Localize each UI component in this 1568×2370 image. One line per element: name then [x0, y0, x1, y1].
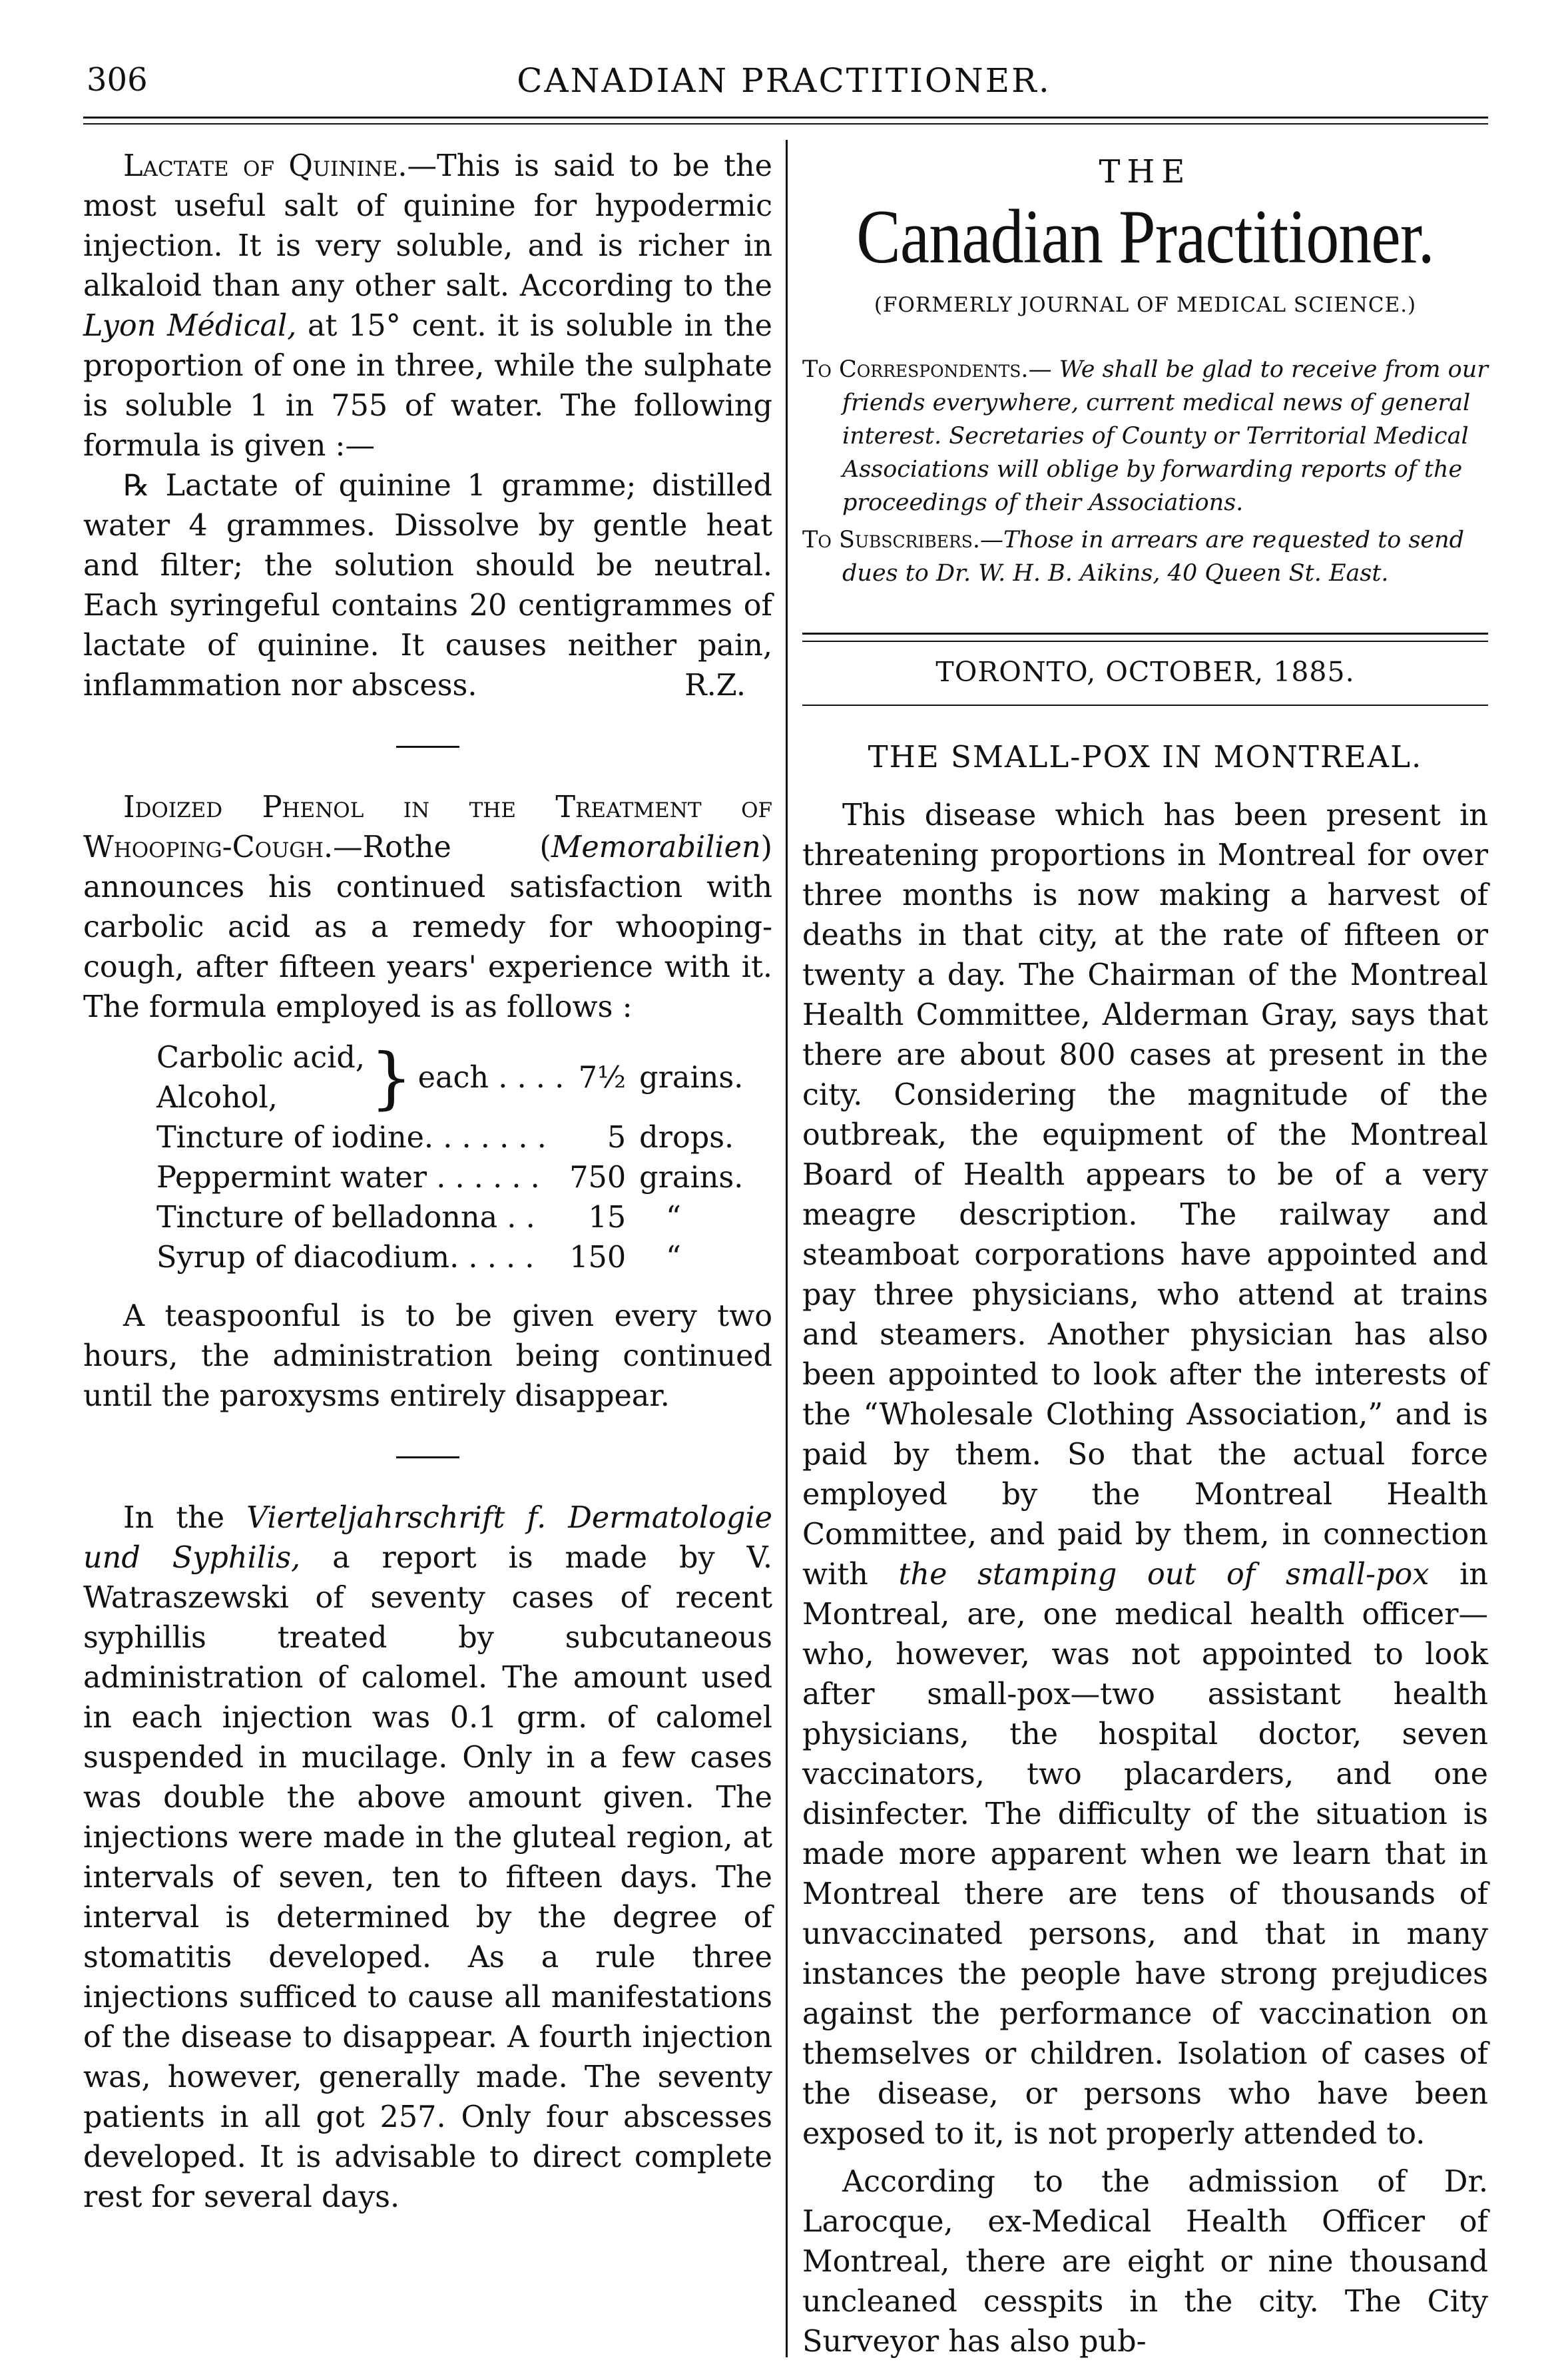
header-rule-top — [83, 117, 1488, 119]
ingredient-unit: grains. — [639, 1061, 744, 1095]
ingredient-name: Syrup of diacodium. . . . . — [156, 1241, 535, 1275]
article-heading: Idoized Phenol in the Treatment of Whooping-Cough. — [83, 790, 772, 864]
source-title: Memorabilien — [551, 830, 761, 864]
brace-symbol: } — [370, 1039, 413, 1117]
editorial-notices — [802, 353, 1488, 594]
source-title: Lyon Médical, — [83, 309, 297, 343]
ingredient-name: Carbolic acid, — [156, 1041, 365, 1075]
author-signature: R.Z. — [684, 669, 746, 703]
article-calomel-syphilis: In the Vierteljahrschrift f. Dermatologie und Syphilis, a report is made by V. Watraszewski of seventy cases of recent syphillis treated by subcutaneous administration of calomel. The amount used in each injection was 0.1 grm. of calomel suspended in mucilage. Only in a few cases was double the above amount given. The injections were made in the gluteal region, at intervals of seven, ten to fifteen days. The interval is determined by the degree of stomatitis developed. As a rule three injections sufficed to cause all manifestations of the disease to disappear. A fourth injection was, however, generally made. The seventy patients in all got 257. Only four abscesses developed. It is advisable to direct complete rest for several days. — [83, 1501, 773, 2214]
prescription-paragraph: ℞ Lactate of quinine 1 gramme; distilled water 4 grammes. Dissolve by gentle heat and filter; the solution should be neutral. Each syringeful contains 20 centigrammes of lactate of quinine. It causes neither pain, inflammation nor abscess. R.Z. — [83, 466, 772, 706]
ingredient-qty: 750 — [569, 1161, 627, 1195]
section-separator — [396, 746, 459, 748]
section-separator — [396, 1456, 459, 1458]
ingredient-name: Peppermint water . . . . . . — [156, 1161, 540, 1195]
formula-row — [156, 1198, 748, 1238]
running-title: CANADIAN PRACTITIONER. — [517, 61, 1051, 100]
ingredient-name: Tincture of belladonna . . — [156, 1201, 535, 1235]
dosage-paragraph: A teaspoonful is to be given every two hours, the administration being continued until the paroxysms entirely disappear. — [83, 1299, 772, 1413]
editorial-paragraph: This disease which has been present in threatening proportions in Montreal for over three months is now making a harvest of deaths in that city, at the rate of fifteen or twenty a day. The Chairman of the Montreal Health Committee, Alderman Gray, says that there are about 800 cases at present in the city. Considering the magnitude of the outbreak, the equipment of the Montreal Board of Health appears to be of a very meagre description. The railway and steamboat corporations have appointed and pay three physicians, who attend at trains and steamers. Another physician has also been appointed to look after the interests of the “Wholesale Clothing Association,” and is paid by them. So that the actual force employed by the Montreal Health Committee, and paid by them, in connection with the stamping out of small-pox in Montreal, are, one medical health officer—who, however, was not appointed to look after small-pox—two assistant health physicians, the hospital doctor, seven vaccinators, two placarders, and one disinfecter. The difficulty of the situation is made more apparent when we learn that in Montreal there are tens of thousands of unvaccinated persons, and that in many instances the people have strong prejudices against the performance of vaccination on themselves or children. Isolation of cases of the disease, or persons who have been exposed to it, is not properly attended to. — [802, 798, 1488, 2151]
masthead-rule-bottom — [802, 641, 1488, 642]
notice-label: To Correspondents. — [802, 356, 1029, 383]
ingredient-unit: “ — [666, 1241, 681, 1275]
header-rule-bottom — [83, 123, 1488, 125]
editorial-title: THE SMALL-POX IN MONTREAL. — [868, 739, 1423, 774]
column-divider — [786, 140, 788, 2357]
notice-correspondents: To Correspondents.— We shall be glad to receive from our friends everywhere, current medical news of general interest. Secretaries of County or Territorial Medical Associations will oblige by forwarding reports of the proceedings of their Associations. — [802, 356, 1489, 516]
notice-subscribers: To Subscribers.—Those in arrears are requested to send dues to Dr. W. H. B. Aikins, 40 Queen St. East. — [802, 527, 1465, 587]
ingredient-qty: 7½ — [578, 1061, 627, 1095]
ingredient-unit: “ — [666, 1201, 681, 1235]
right-column-body — [802, 796, 1488, 2362]
formula-row — [156, 1038, 748, 1118]
ingredient-name: Alcohol, — [156, 1081, 278, 1115]
formula-row — [156, 1158, 748, 1198]
page-number: 306 — [87, 61, 148, 99]
formula-row — [156, 1238, 748, 1278]
ingredient-unit: drops. — [639, 1121, 734, 1155]
masthead-subtitle: (FORMERLY JOURNAL OF MEDICAL SCIENCE.) — [874, 293, 1417, 317]
issue-dateline: TORONTO, OCTOBER, 1885. — [935, 656, 1355, 688]
formula-row — [156, 1118, 748, 1158]
ingredient-name: Tincture of iodine. . . . . . . — [156, 1121, 547, 1155]
ingredient-each: each . . . . — [417, 1061, 565, 1095]
article-idoized-phenol: Idoized Phenol in the Treatment of Whooping-Cough.—Rothe (Memorabilien) announces his continued satisfaction with carbolic acid as a remedy for whooping-cough, after fifteen years' experience with it. The formula employed is as follows : — [83, 790, 772, 1024]
ingredient-unit: grains. — [639, 1161, 744, 1195]
source-title: Vierteljahrschrift f. Dermatologie und Syphilis, — [83, 1501, 773, 1575]
ingredient-qty: 150 — [569, 1241, 627, 1275]
ingredient-qty: 15 — [588, 1201, 627, 1235]
formula-table — [156, 1038, 748, 1278]
masthead-rule-top — [802, 633, 1488, 635]
editorial-paragraph: According to the admission of Dr. Larocque, ex-Medical Health Officer of Montreal, there are eight or nine thousand uncleaned cesspits in the city. The City Surveyor has also pub- — [802, 2165, 1488, 2359]
masthead-title: Canadian Practitioner. — [856, 194, 1434, 280]
masthead-the: THE — [1099, 153, 1192, 190]
left-column — [83, 147, 772, 2218]
notice-label: To Subscribers. — [802, 527, 981, 553]
article-heading: Lactate of Quinine. — [123, 149, 407, 183]
dateline-rule — [802, 705, 1488, 706]
article-lactate-of-quinine: Lactate of Quinine.—This is said to be the most useful salt of quinine for hypodermic injection. It is very soluble, and is richer in alkaloid than any other salt. According to the Lyon Médical, at 15° cent. it is soluble in the proportion of one in three, while the sulphate is soluble 1 in 755 of water. The following formula is given :— — [83, 149, 772, 463]
ingredient-qty: 5 — [607, 1121, 627, 1155]
